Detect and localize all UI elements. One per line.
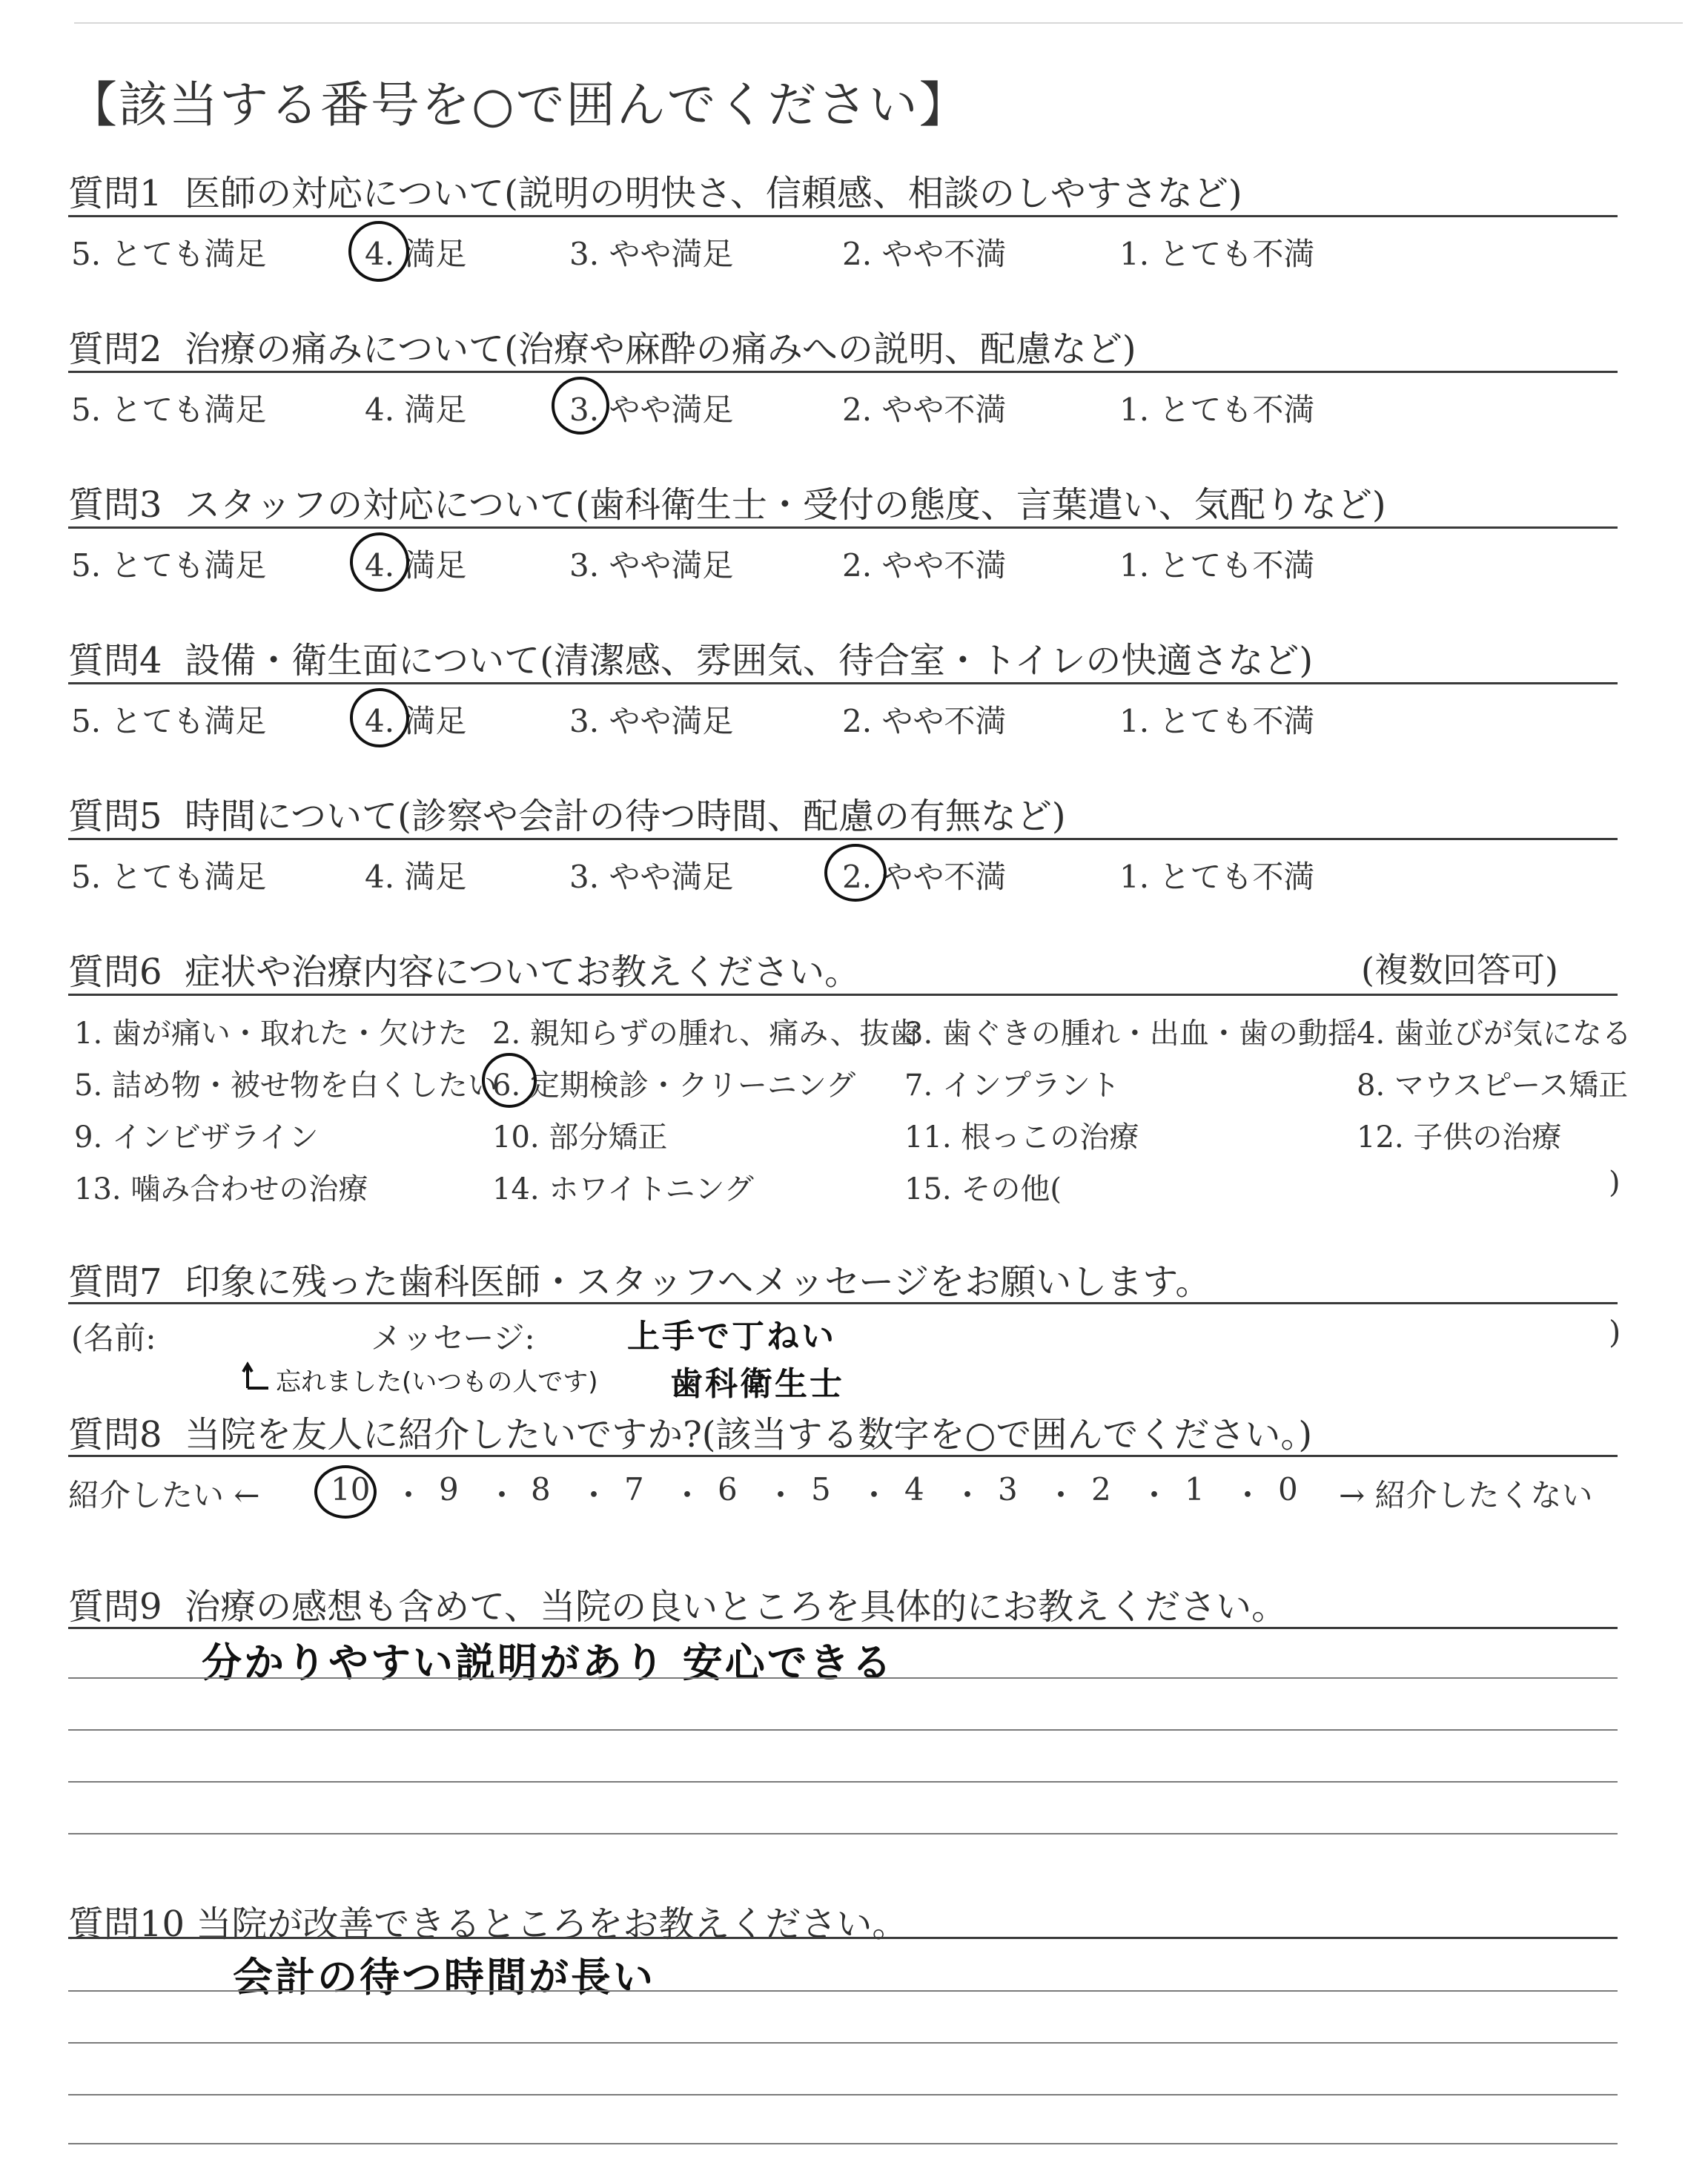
q9-answer-handwritten: 分かりやすい説明があり 安心できる (202, 1639, 894, 1686)
question-3-rule (68, 526, 1618, 529)
question-9-rule (68, 1627, 1618, 1629)
q8-separator: ・ (578, 1477, 610, 1513)
question-6-text: 症状や治療内容についてお教えください。 (185, 951, 861, 993)
q8-score-4[interactable]: 4 (904, 1471, 924, 1507)
q1-option-5[interactable]: 5. とても満足 (71, 236, 267, 272)
top-border (74, 22, 1683, 24)
q1-option-3[interactable]: 3. やや満足 (569, 236, 734, 272)
q10-answer-handwritten: 会計の待つ時間が長い (233, 1954, 655, 2001)
q9-answer-line-3 (68, 1781, 1618, 1783)
q2-option-2[interactable]: 2. やや不満 (842, 392, 1007, 428)
q6-option-12[interactable]: 12. 子供の治療 (1357, 1120, 1562, 1155)
q6-option-11[interactable]: 11. 根っこの治療 (904, 1120, 1139, 1155)
question-9-title (68, 1578, 1287, 1629)
q1-option-1[interactable]: 1. とても不満 (1119, 236, 1315, 272)
q4-option-5[interactable]: 5. とても満足 (71, 703, 267, 739)
q1-option-4[interactable]: 4. 満足 (365, 236, 467, 272)
q6-answer-circle (482, 1053, 537, 1108)
q4-option-4[interactable]: 4. 満足 (365, 703, 467, 739)
question-10-label: 質問10 (68, 1903, 185, 1945)
q8-right-label: → 紹介したくない (1339, 1477, 1593, 1513)
question-7-title (68, 1253, 1211, 1304)
question-7-text: 印象に残った歯科医師・スタッフへメッセージをお願いします。 (185, 1261, 1211, 1303)
q1-option-2[interactable]: 2. やや不満 (842, 236, 1007, 272)
q2-option-5[interactable]: 5. とても満足 (71, 392, 267, 428)
q10-answer-line-1 (68, 1990, 1618, 1992)
q6-option-6[interactable]: 6. 定期検診・クリーニング (492, 1069, 856, 1103)
question-3-title (68, 476, 1386, 527)
q8-separator: ・ (952, 1477, 984, 1513)
q5-option-5[interactable]: 5. とても満足 (71, 859, 267, 895)
q7-message-handwritten: 上手で丁ねい (627, 1318, 836, 1355)
question-1-rule (68, 215, 1618, 217)
up-arrow-icon (242, 1361, 271, 1391)
q5-option-3[interactable]: 3. やや満足 (569, 859, 734, 895)
q4-option-3[interactable]: 3. やや満足 (569, 703, 734, 739)
q2-option-3[interactable]: 3. やや満足 (569, 392, 734, 428)
q8-score-7[interactable]: 7 (624, 1471, 644, 1507)
question-1-title (68, 165, 1242, 216)
question-10-text: 当院が改善できるところをお教えください。 (196, 1903, 908, 1945)
q6-option-3[interactable]: 3. 歯ぐきの腫れ・出血・歯の動揺 (904, 1017, 1357, 1051)
q8-separator: ・ (1232, 1477, 1264, 1513)
q4-option-2[interactable]: 2. やや不満 (842, 703, 1007, 739)
q9-answer-line-4 (68, 1833, 1618, 1834)
question-8-label: 質問8 (68, 1414, 162, 1456)
question-3-text: スタッフの対応について(歯科衛生士・受付の態度、言葉遣い、気配りなど) (185, 484, 1386, 526)
q6-option-15-close: ) (1609, 1166, 1621, 1200)
q8-separator: ・ (1139, 1477, 1171, 1513)
q9-answer-line-1 (68, 1677, 1618, 1679)
q6-option-9[interactable]: 9. インビザライン (74, 1120, 319, 1155)
q6-option-5[interactable]: 5. 詰め物・被せ物を白くしたい (74, 1069, 497, 1103)
q8-score-2[interactable]: 2 (1091, 1471, 1111, 1507)
q6-option-8[interactable]: 8. マウスピース矯正 (1357, 1069, 1629, 1103)
question-7-label: 質問7 (68, 1261, 162, 1303)
q7-note-handwritten: 忘れました(いつもの人です) (276, 1367, 598, 1397)
q10-answer-line-4 (68, 2143, 1618, 2144)
q7-close-paren: ) (1609, 1314, 1621, 1350)
q3-option-5[interactable]: 5. とても満足 (71, 547, 267, 584)
question-9-text: 治療の感想も含めて、当院の良いところを具体的にお教えください。 (185, 1586, 1288, 1628)
q8-left-label: 紹介したい ← (68, 1477, 260, 1513)
q8-separator: ・ (672, 1477, 704, 1513)
q8-score-0[interactable]: 0 (1278, 1471, 1298, 1507)
question-5-label: 質問5 (68, 796, 162, 837)
q6-option-15[interactable]: 15. その他( (904, 1172, 1062, 1206)
q8-score-1[interactable]: 1 (1185, 1471, 1205, 1507)
q2-option-1[interactable]: 1. とても不満 (1119, 392, 1315, 428)
q6-option-1[interactable]: 1. 歯が痛い・取れた・欠けた (74, 1017, 468, 1051)
q8-score-9[interactable]: 9 (439, 1471, 459, 1507)
question-2-text: 治療の痛みについて(治療や麻酔の痛みへの説明、配慮など) (185, 328, 1136, 370)
q4-answer-circle (350, 688, 409, 747)
q4-option-1[interactable]: 1. とても不満 (1119, 703, 1315, 739)
question-6-note: (複数回答可) (1361, 950, 1558, 990)
q6-option-13[interactable]: 13. 噛み合わせの治療 (74, 1172, 368, 1206)
q10-answer-line-2 (68, 2042, 1618, 2044)
q3-option-4[interactable]: 4. 満足 (365, 547, 467, 584)
question-5-rule (68, 838, 1618, 840)
q6-option-2[interactable]: 2. 親知らずの腫れ、痛み、抜歯 (492, 1017, 919, 1051)
q2-option-4[interactable]: 4. 満足 (365, 392, 467, 428)
q3-option-2[interactable]: 2. やや不満 (842, 547, 1007, 584)
question-8-title (68, 1406, 1312, 1457)
question-2-rule (68, 371, 1618, 373)
question-1-text: 医師の対応について(説明の明快さ、信頼感、相談のしやすさなど) (185, 173, 1242, 214)
question-4-text: 設備・衛生面について(清潔感、雰囲気、待合室・トイレの快適さなど) (185, 640, 1314, 681)
question-4-rule (68, 682, 1618, 684)
q6-option-4[interactable]: 4. 歯並びが気になる (1357, 1017, 1632, 1051)
q8-score-8[interactable]: 8 (531, 1471, 551, 1507)
form-header: 【該当する番号を○で囲んでください】 (68, 76, 970, 133)
q6-option-7[interactable]: 7. インプラント (904, 1069, 1120, 1103)
q8-score-5[interactable]: 5 (811, 1471, 831, 1507)
q8-answer-circle (314, 1465, 377, 1519)
question-2-label: 質問2 (68, 328, 162, 370)
question-1-label: 質問1 (68, 173, 162, 214)
question-4-label: 質問4 (68, 640, 162, 681)
q8-separator: ・ (393, 1477, 425, 1513)
question-6-rule (68, 994, 1618, 996)
q8-score-6[interactable]: 6 (718, 1471, 738, 1507)
q5-option-2[interactable]: 2. やや不満 (842, 859, 1007, 895)
q3-option-3[interactable]: 3. やや満足 (569, 547, 734, 584)
question-2-title (68, 320, 1136, 371)
q5-option-1[interactable]: 1. とても不満 (1119, 859, 1315, 895)
question-6-label: 質問6 (68, 951, 162, 993)
q8-separator: ・ (765, 1477, 797, 1513)
q3-answer-circle (350, 532, 409, 592)
q2-answer-circle (552, 377, 609, 435)
q7-role-handwritten: 歯科衛生士 (670, 1365, 844, 1403)
q10-answer-line-3 (68, 2094, 1618, 2095)
q6-option-10[interactable]: 10. 部分矯正 (492, 1120, 668, 1155)
q5-answer-circle (824, 844, 887, 902)
q9-answer-line-2 (68, 1729, 1618, 1731)
question-7-rule (68, 1302, 1618, 1304)
q8-separator: ・ (486, 1477, 518, 1513)
q7-message-label: メッセージ: (371, 1320, 535, 1356)
q7-name-label: (名前: (71, 1320, 156, 1356)
q8-score-3[interactable]: 3 (998, 1471, 1018, 1507)
question-8-text: 当院を友人に紹介したいですか?(該当する数字を○で囲んでください。) (185, 1414, 1313, 1456)
q5-option-4[interactable]: 4. 満足 (365, 859, 467, 895)
question-9-label: 質問9 (68, 1586, 162, 1628)
question-5-text: 時間について(診察や会計の待つ時間、配慮の有無など) (185, 796, 1066, 837)
q3-option-1[interactable]: 1. とても不満 (1119, 547, 1315, 584)
question-6-title (68, 943, 860, 994)
q1-answer-circle (348, 221, 409, 282)
question-4-title (68, 632, 1313, 683)
q8-score-10[interactable]: 10 (331, 1471, 371, 1507)
q8-separator: ・ (858, 1477, 890, 1513)
q6-option-14[interactable]: 14. ホワイトニング (492, 1172, 754, 1206)
question-5-title (68, 787, 1066, 839)
question-10-rule (68, 1937, 1618, 1939)
q8-separator: ・ (1045, 1477, 1077, 1513)
question-3-label: 質問3 (68, 484, 162, 526)
question-8-rule (68, 1455, 1618, 1457)
